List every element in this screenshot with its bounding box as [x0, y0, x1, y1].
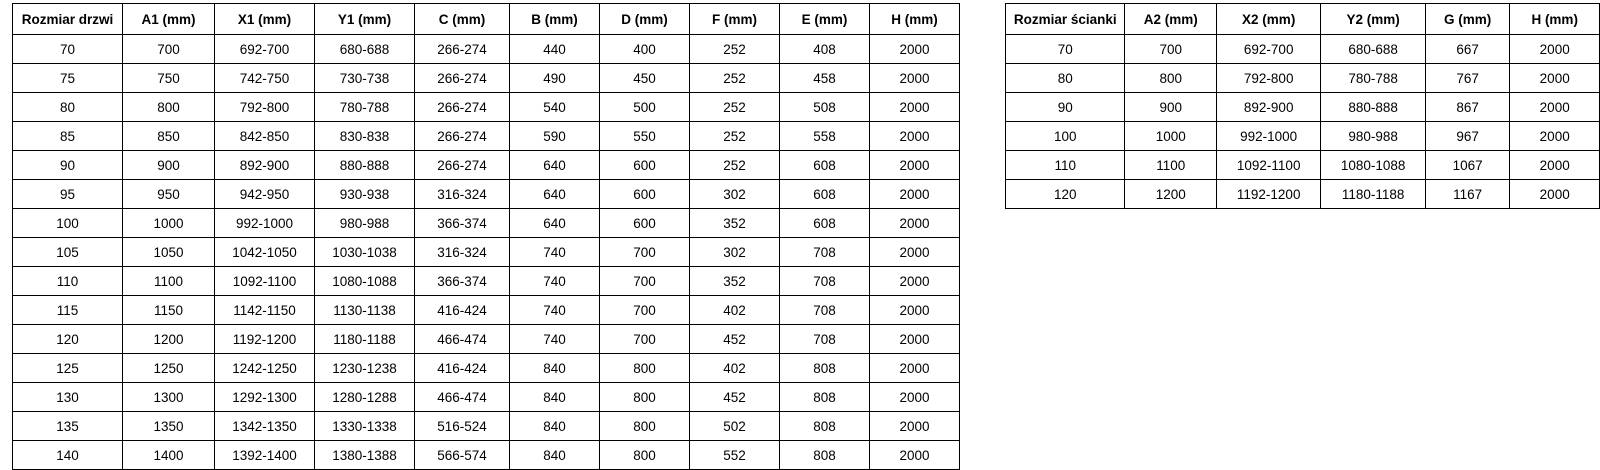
table-row	[13, 267, 960, 296]
doors-table-cell: 266-274	[415, 64, 510, 93]
walls-table-cell: 1000	[1125, 122, 1217, 151]
doors-table-cell: 2000	[870, 180, 960, 209]
doors-table-header-cell: C (mm)	[415, 4, 510, 35]
table-header-row	[1006, 4, 1600, 35]
table-row	[13, 151, 960, 180]
doors-table-cell: 980-988	[315, 209, 415, 238]
walls-table-cell: 100	[1006, 122, 1125, 151]
doors-table-cell: 708	[780, 296, 870, 325]
doors-table-cell: 608	[780, 151, 870, 180]
doors-table-cell: 880-888	[315, 151, 415, 180]
walls-table-cell: 80	[1006, 64, 1125, 93]
walls-table-cell: 867	[1425, 93, 1510, 122]
walls-table-cell: 780-788	[1321, 64, 1425, 93]
doors-table-cell: 550	[600, 122, 690, 151]
doors-table-cell: 516-524	[415, 412, 510, 441]
walls-table-header-cell: G (mm)	[1425, 4, 1510, 35]
table-header-row	[13, 4, 960, 35]
doors-table-cell: 2000	[870, 64, 960, 93]
doors-table-cell: 1350	[123, 412, 215, 441]
doors-table-cell: 808	[780, 354, 870, 383]
table-row	[1006, 180, 1600, 209]
doors-table-cell: 266-274	[415, 151, 510, 180]
doors-table-cell: 80	[13, 93, 123, 122]
doors-table-cell: 1142-1150	[215, 296, 315, 325]
walls-table-header-cell: X2 (mm)	[1216, 4, 1320, 35]
doors-table-cell: 992-1000	[215, 209, 315, 238]
walls-table-cell: 967	[1425, 122, 1510, 151]
walls-table-body	[1006, 35, 1600, 209]
doors-table-header-cell: B (mm)	[510, 4, 600, 35]
table-row	[1006, 35, 1600, 64]
doors-table-cell: 266-274	[415, 122, 510, 151]
doors-table-cell: 840	[510, 383, 600, 412]
table-row	[13, 35, 960, 64]
doors-table-cell: 2000	[870, 441, 960, 470]
doors-table-cell: 1080-1088	[315, 267, 415, 296]
doors-table-cell: 140	[13, 441, 123, 470]
doors-table-cell: 600	[600, 151, 690, 180]
doors-table-cell: 135	[13, 412, 123, 441]
doors-table-cell: 808	[780, 383, 870, 412]
doors-table-cell: 1400	[123, 441, 215, 470]
doors-table-cell: 1200	[123, 325, 215, 354]
walls-table-cell: 2000	[1510, 122, 1600, 151]
doors-table-cell: 800	[600, 441, 690, 470]
doors-table-cell: 742-750	[215, 64, 315, 93]
doors-table-cell: 402	[690, 296, 780, 325]
doors-table-cell: 125	[13, 354, 123, 383]
doors-table-cell: 1050	[123, 238, 215, 267]
doors-table-cell: 95	[13, 180, 123, 209]
walls-table-cell: 1180-1188	[1321, 180, 1425, 209]
doors-table-cell: 1280-1288	[315, 383, 415, 412]
doors-table-cell: 458	[780, 64, 870, 93]
walls-table-cell: 2000	[1510, 35, 1600, 64]
walls-table-cell: 2000	[1510, 180, 1600, 209]
doors-table-cell: 452	[690, 383, 780, 412]
doors-table-cell: 110	[13, 267, 123, 296]
doors-table-cell: 1130-1138	[315, 296, 415, 325]
doors-table-cell: 842-850	[215, 122, 315, 151]
doors-table-cell: 1042-1050	[215, 238, 315, 267]
doors-table-cell: 508	[780, 93, 870, 122]
doors-table-cell: 366-374	[415, 209, 510, 238]
doors-table-cell: 566-574	[415, 441, 510, 470]
doors-table-cell: 90	[13, 151, 123, 180]
doors-table-cell: 130	[13, 383, 123, 412]
doors-table-cell: 316-324	[415, 238, 510, 267]
doors-table-cell: 640	[510, 151, 600, 180]
doors-table-cell: 558	[780, 122, 870, 151]
doors-table-cell: 408	[780, 35, 870, 64]
doors-table-cell: 692-700	[215, 35, 315, 64]
doors-table-header-cell: X1 (mm)	[215, 4, 315, 35]
walls-table-cell: 892-900	[1216, 93, 1320, 122]
table-row	[1006, 151, 1600, 180]
doors-table-cell: 1330-1338	[315, 412, 415, 441]
doors-table-header-cell: D (mm)	[600, 4, 690, 35]
walls-table-cell: 1080-1088	[1321, 151, 1425, 180]
doors-table-cell: 792-800	[215, 93, 315, 122]
doors-table-cell: 1030-1038	[315, 238, 415, 267]
walls-table-cell: 900	[1125, 93, 1217, 122]
walls-table-cell: 1067	[1425, 151, 1510, 180]
doors-table-cell: 1192-1200	[215, 325, 315, 354]
doors-table-cell: 2000	[870, 296, 960, 325]
walls-table-cell: 992-1000	[1216, 122, 1320, 151]
doors-table-cell: 800	[600, 383, 690, 412]
doors-table-cell: 1292-1300	[215, 383, 315, 412]
doors-table-cell: 750	[123, 64, 215, 93]
doors-table-cell: 1150	[123, 296, 215, 325]
doors-table-cell: 780-788	[315, 93, 415, 122]
walls-table-cell: 120	[1006, 180, 1125, 209]
doors-table-header-cell: E (mm)	[780, 4, 870, 35]
walls-table-cell: 1100	[1125, 151, 1217, 180]
doors-table-cell: 700	[600, 325, 690, 354]
doors-table-cell: 808	[780, 441, 870, 470]
doors-table-cell: 1380-1388	[315, 441, 415, 470]
table-row	[13, 296, 960, 325]
doors-table-cell: 740	[510, 267, 600, 296]
doors-table-cell: 608	[780, 209, 870, 238]
doors-table-cell: 266-274	[415, 35, 510, 64]
table-row	[13, 412, 960, 441]
doors-table-cell: 2000	[870, 267, 960, 296]
doors-table-cell: 1230-1238	[315, 354, 415, 383]
doors-table-cell: 440	[510, 35, 600, 64]
walls-table-cell: 90	[1006, 93, 1125, 122]
doors-table-cell: 930-938	[315, 180, 415, 209]
doors-table-cell: 1300	[123, 383, 215, 412]
doors-table-cell: 1180-1188	[315, 325, 415, 354]
doors-table-cell: 366-374	[415, 267, 510, 296]
table-row	[13, 209, 960, 238]
doors-table-cell: 1242-1250	[215, 354, 315, 383]
doors-table-cell: 316-324	[415, 180, 510, 209]
doors-table-cell: 252	[690, 64, 780, 93]
doors-table-cell: 680-688	[315, 35, 415, 64]
doors-table-header-cell: Y1 (mm)	[315, 4, 415, 35]
doors-table-cell: 708	[780, 325, 870, 354]
table-row	[13, 325, 960, 354]
doors-table-cell: 490	[510, 64, 600, 93]
doors-table-head	[13, 4, 960, 35]
walls-table-header-cell: A2 (mm)	[1125, 4, 1217, 35]
walls-table-cell: 1200	[1125, 180, 1217, 209]
doors-table-cell: 252	[690, 93, 780, 122]
doors-table-cell: 115	[13, 296, 123, 325]
doors-dimensions-table	[12, 3, 960, 470]
doors-table-cell: 800	[600, 412, 690, 441]
table-row	[1006, 122, 1600, 151]
walls-table-cell: 1167	[1425, 180, 1510, 209]
walls-table-cell: 980-988	[1321, 122, 1425, 151]
doors-table-cell: 252	[690, 35, 780, 64]
table-row	[1006, 64, 1600, 93]
table-row	[13, 441, 960, 470]
doors-table-cell: 740	[510, 296, 600, 325]
doors-table-cell: 1342-1350	[215, 412, 315, 441]
doors-table-cell: 1092-1100	[215, 267, 315, 296]
doors-table-body	[13, 35, 960, 470]
walls-table-cell: 880-888	[1321, 93, 1425, 122]
doors-table-header-cell: A1 (mm)	[123, 4, 215, 35]
doors-table-cell: 840	[510, 441, 600, 470]
doors-table-cell: 840	[510, 354, 600, 383]
doors-table-cell: 466-474	[415, 383, 510, 412]
doors-table-cell: 640	[510, 209, 600, 238]
doors-table-cell: 302	[690, 238, 780, 267]
doors-table-cell: 266-274	[415, 93, 510, 122]
walls-table-cell: 667	[1425, 35, 1510, 64]
doors-table-cell: 1100	[123, 267, 215, 296]
walls-table-cell: 700	[1125, 35, 1217, 64]
doors-table-cell: 1392-1400	[215, 441, 315, 470]
walls-table-cell: 1192-1200	[1216, 180, 1320, 209]
walls-table-cell: 2000	[1510, 64, 1600, 93]
doors-table-cell: 75	[13, 64, 123, 93]
doors-table-cell: 1000	[123, 209, 215, 238]
doors-table-cell: 2000	[870, 325, 960, 354]
doors-table-cell: 400	[600, 35, 690, 64]
doors-table-cell: 2000	[870, 383, 960, 412]
walls-table-cell: 2000	[1510, 93, 1600, 122]
doors-table-cell: 85	[13, 122, 123, 151]
walls-table-cell: 70	[1006, 35, 1125, 64]
walls-table-header-cell: Y2 (mm)	[1321, 4, 1425, 35]
doors-table-cell: 700	[600, 267, 690, 296]
doors-table-cell: 502	[690, 412, 780, 441]
doors-table-cell: 466-474	[415, 325, 510, 354]
walls-table-cell: 110	[1006, 151, 1125, 180]
doors-table-cell: 302	[690, 180, 780, 209]
doors-table-cell: 800	[123, 93, 215, 122]
doors-table-cell: 700	[600, 296, 690, 325]
doors-table-cell: 730-738	[315, 64, 415, 93]
table-row	[13, 383, 960, 412]
doors-table-cell: 120	[13, 325, 123, 354]
doors-table-cell: 808	[780, 412, 870, 441]
table-row	[13, 238, 960, 267]
doors-table-cell: 2000	[870, 412, 960, 441]
table-row	[1006, 93, 1600, 122]
doors-table-cell: 552	[690, 441, 780, 470]
doors-table-cell: 540	[510, 93, 600, 122]
doors-table-cell: 2000	[870, 354, 960, 383]
doors-table-cell: 850	[123, 122, 215, 151]
doors-table-cell: 352	[690, 209, 780, 238]
doors-table-cell: 708	[780, 238, 870, 267]
walls-table-cell: 792-800	[1216, 64, 1320, 93]
table-row	[13, 180, 960, 209]
doors-table-cell: 942-950	[215, 180, 315, 209]
walls-table-cell: 2000	[1510, 151, 1600, 180]
walls-table-cell: 680-688	[1321, 35, 1425, 64]
doors-table-cell: 352	[690, 267, 780, 296]
doors-table-cell: 700	[600, 238, 690, 267]
walls-dimensions-table	[1005, 3, 1600, 209]
doors-table-cell: 450	[600, 64, 690, 93]
doors-table-cell: 840	[510, 412, 600, 441]
doors-table-cell: 740	[510, 325, 600, 354]
walls-table-header-cell: H (mm)	[1510, 4, 1600, 35]
doors-table-cell: 800	[600, 354, 690, 383]
table-row	[13, 122, 960, 151]
doors-table-cell: 252	[690, 151, 780, 180]
doors-dimensions-table-container	[12, 3, 960, 470]
doors-table-cell: 950	[123, 180, 215, 209]
doors-table-cell: 2000	[870, 209, 960, 238]
walls-table-cell: 1092-1100	[1216, 151, 1320, 180]
doors-table-cell: 105	[13, 238, 123, 267]
doors-table-cell: 70	[13, 35, 123, 64]
doors-table-cell: 590	[510, 122, 600, 151]
doors-table-cell: 600	[600, 209, 690, 238]
doors-table-header-cell: Rozmiar drzwi	[13, 4, 123, 35]
doors-table-cell: 740	[510, 238, 600, 267]
walls-table-cell: 800	[1125, 64, 1217, 93]
doors-table-cell: 416-424	[415, 354, 510, 383]
walls-table-head	[1006, 4, 1600, 35]
doors-table-cell: 700	[123, 35, 215, 64]
walls-table-header-cell: Rozmiar ścianki	[1006, 4, 1125, 35]
doors-table-cell: 402	[690, 354, 780, 383]
doors-table-cell: 892-900	[215, 151, 315, 180]
doors-table-cell: 452	[690, 325, 780, 354]
doors-table-cell: 600	[600, 180, 690, 209]
doors-table-cell: 2000	[870, 238, 960, 267]
doors-table-header-cell: F (mm)	[690, 4, 780, 35]
doors-table-cell: 900	[123, 151, 215, 180]
table-row	[13, 354, 960, 383]
table-row	[13, 93, 960, 122]
doors-table-cell: 1250	[123, 354, 215, 383]
doors-table-cell: 2000	[870, 151, 960, 180]
doors-table-header-cell: H (mm)	[870, 4, 960, 35]
doors-table-cell: 608	[780, 180, 870, 209]
doors-table-cell: 252	[690, 122, 780, 151]
doors-table-cell: 830-838	[315, 122, 415, 151]
doors-table-cell: 2000	[870, 35, 960, 64]
walls-dimensions-table-container	[1005, 3, 1600, 209]
doors-table-cell: 416-424	[415, 296, 510, 325]
table-row	[13, 64, 960, 93]
doors-table-cell: 2000	[870, 93, 960, 122]
walls-table-cell: 692-700	[1216, 35, 1320, 64]
walls-table-cell: 767	[1425, 64, 1510, 93]
doors-table-cell: 708	[780, 267, 870, 296]
doors-table-cell: 2000	[870, 122, 960, 151]
doors-table-cell: 100	[13, 209, 123, 238]
doors-table-cell: 500	[600, 93, 690, 122]
doors-table-cell: 640	[510, 180, 600, 209]
